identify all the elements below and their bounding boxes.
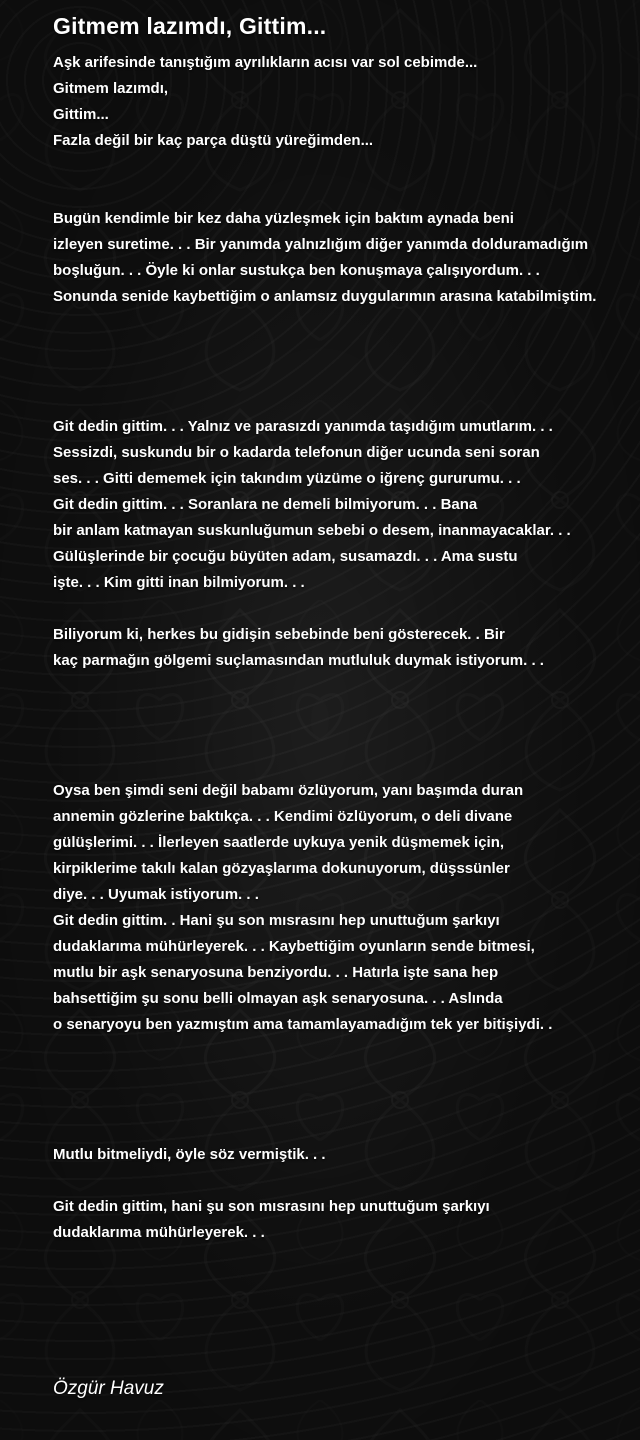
poem-line: Git dedin gittim, hani şu son mısrasını hep unuttuğum şarkıyı — [53, 1198, 490, 1215]
poem-line: dudaklarıma mühürleyerek. . . — [53, 1224, 265, 1241]
poem-line: ses. . . Gitti dememek için takındım yüzüme o iğrenç gururumu. . . — [53, 470, 521, 487]
poem-line: Git dedin gittim. . . Yalnız ve parasızdı yanımda taşıdığım umutlarım. . . — [53, 418, 553, 435]
poem-blank-line — [53, 310, 638, 336]
poem-blank-line — [53, 674, 638, 700]
poem-line: Biliyorum ki, herkes bu gidişin sebebinde beni gösterecek. . Bir — [53, 626, 505, 643]
poem-blank-line — [53, 362, 638, 388]
poem-line: Aşk arifesinde tanıştığım ayrılıkların acısı var sol cebimde... — [53, 54, 478, 71]
poem-line: Oysa ben şimdi seni değil babamı özlüyorum, yanı başımda duran — [53, 782, 524, 799]
poem-line: gülüşlerimi. . . İlerleyen saatlerde uykuya yenik düşmemek için, — [53, 834, 505, 851]
poem-line: Fazla değil bir kaç parça düştü yüreğimden... — [53, 132, 374, 149]
poem-line: Sessizdi, suskundu bir o kadarda telefonun diğer ucunda seni soran — [53, 444, 540, 461]
poem-blank-line — [53, 700, 638, 726]
poem-line: işte. . . Kim gitti inan bilmiyorum. . . — [53, 574, 305, 591]
poem-line: annemin gözlerine baktıkça. . . Kendimi özlüyorum, o deli divane — [53, 808, 513, 825]
poem-line: Gittim... — [53, 106, 109, 123]
poem-line: bir anlam katmayan suskunluğumun sebebi o desem, inanmayacaklar. . . — [53, 522, 571, 539]
poem-blank-line — [53, 1168, 638, 1194]
author-name: Özgür Havuz — [53, 1378, 164, 1399]
poem-blank-line — [53, 752, 638, 778]
poem-content — [53, 12, 638, 1246]
poem-line: o senaryoyu ben yazmıştım ama tamamlayamadığım tek yer bitişiydi. . — [53, 1016, 553, 1033]
poem-line: bahsettiğim şu sonu belli olmayan aşk senaryosuna. . . Aslında — [53, 990, 503, 1007]
poem-blank-line — [53, 336, 638, 362]
poem-line: izleyen suretime. . . Bir yanımda yalnızlığım diğer yanımda dolduramadığım — [53, 236, 589, 253]
poem-line: kirpiklerime takılı kalan gözyaşlarıma dokunuyorum, düşssünler — [53, 860, 510, 877]
poem-line: kaç parmağın gölgemi suçlamasından mutluluk duymak istiyorum. . . — [53, 652, 544, 669]
poem-line: Git dedin gittim. . Hani şu son mısrasını hep unuttuğum şarkıyı — [53, 912, 500, 929]
poem-blank-line — [53, 1064, 638, 1090]
poem-blank-line — [53, 180, 638, 206]
poem-line: Gitmem lazımdı, — [53, 80, 169, 97]
poem-line: Git dedin gittim. . . Soranlara ne demeli bilmiyorum. . . Bana — [53, 496, 478, 513]
poem-blank-line — [53, 388, 638, 414]
poem-line: dudaklarıma mühürleyerek. . . Kaybettiğim oyunların sende bitmesi, — [53, 938, 535, 955]
poem-blank-line — [53, 154, 638, 180]
poem-line: Bugün kendimle bir kez daha yüzleşmek için baktım aynada beni — [53, 210, 514, 227]
poem-blank-line — [53, 726, 638, 752]
poem-blank-line — [53, 596, 638, 622]
poem-title: Gitmem lazımdı, Gittim... — [53, 13, 327, 39]
poem-line: boşluğun. . . Öyle ki onlar sustukça ben konuşmaya çalışıyordum. . . — [53, 262, 540, 279]
poem-body — [53, 50, 638, 1246]
poem-blank-line — [53, 1038, 638, 1064]
poem-line: Gülüşlerinde bir çocuğu büyüten adam, susamazdı. . . Ama sustu — [53, 548, 518, 565]
poem-line: Sonunda senide kaybettiğim o anlamsız duygularımın arasına katabilmiştim. — [53, 288, 597, 305]
poem-blank-line — [53, 1090, 638, 1116]
poem-line: Mutlu bitmeliydi, öyle söz vermiştik. . . — [53, 1146, 326, 1163]
poem-line: diye. . . Uyumak istiyorum. . . — [53, 886, 259, 903]
poem-line: mutlu bir aşk senaryosuna benziyordu. . . Hatırla işte sana hep — [53, 964, 499, 981]
poem-blank-line — [53, 1116, 638, 1142]
